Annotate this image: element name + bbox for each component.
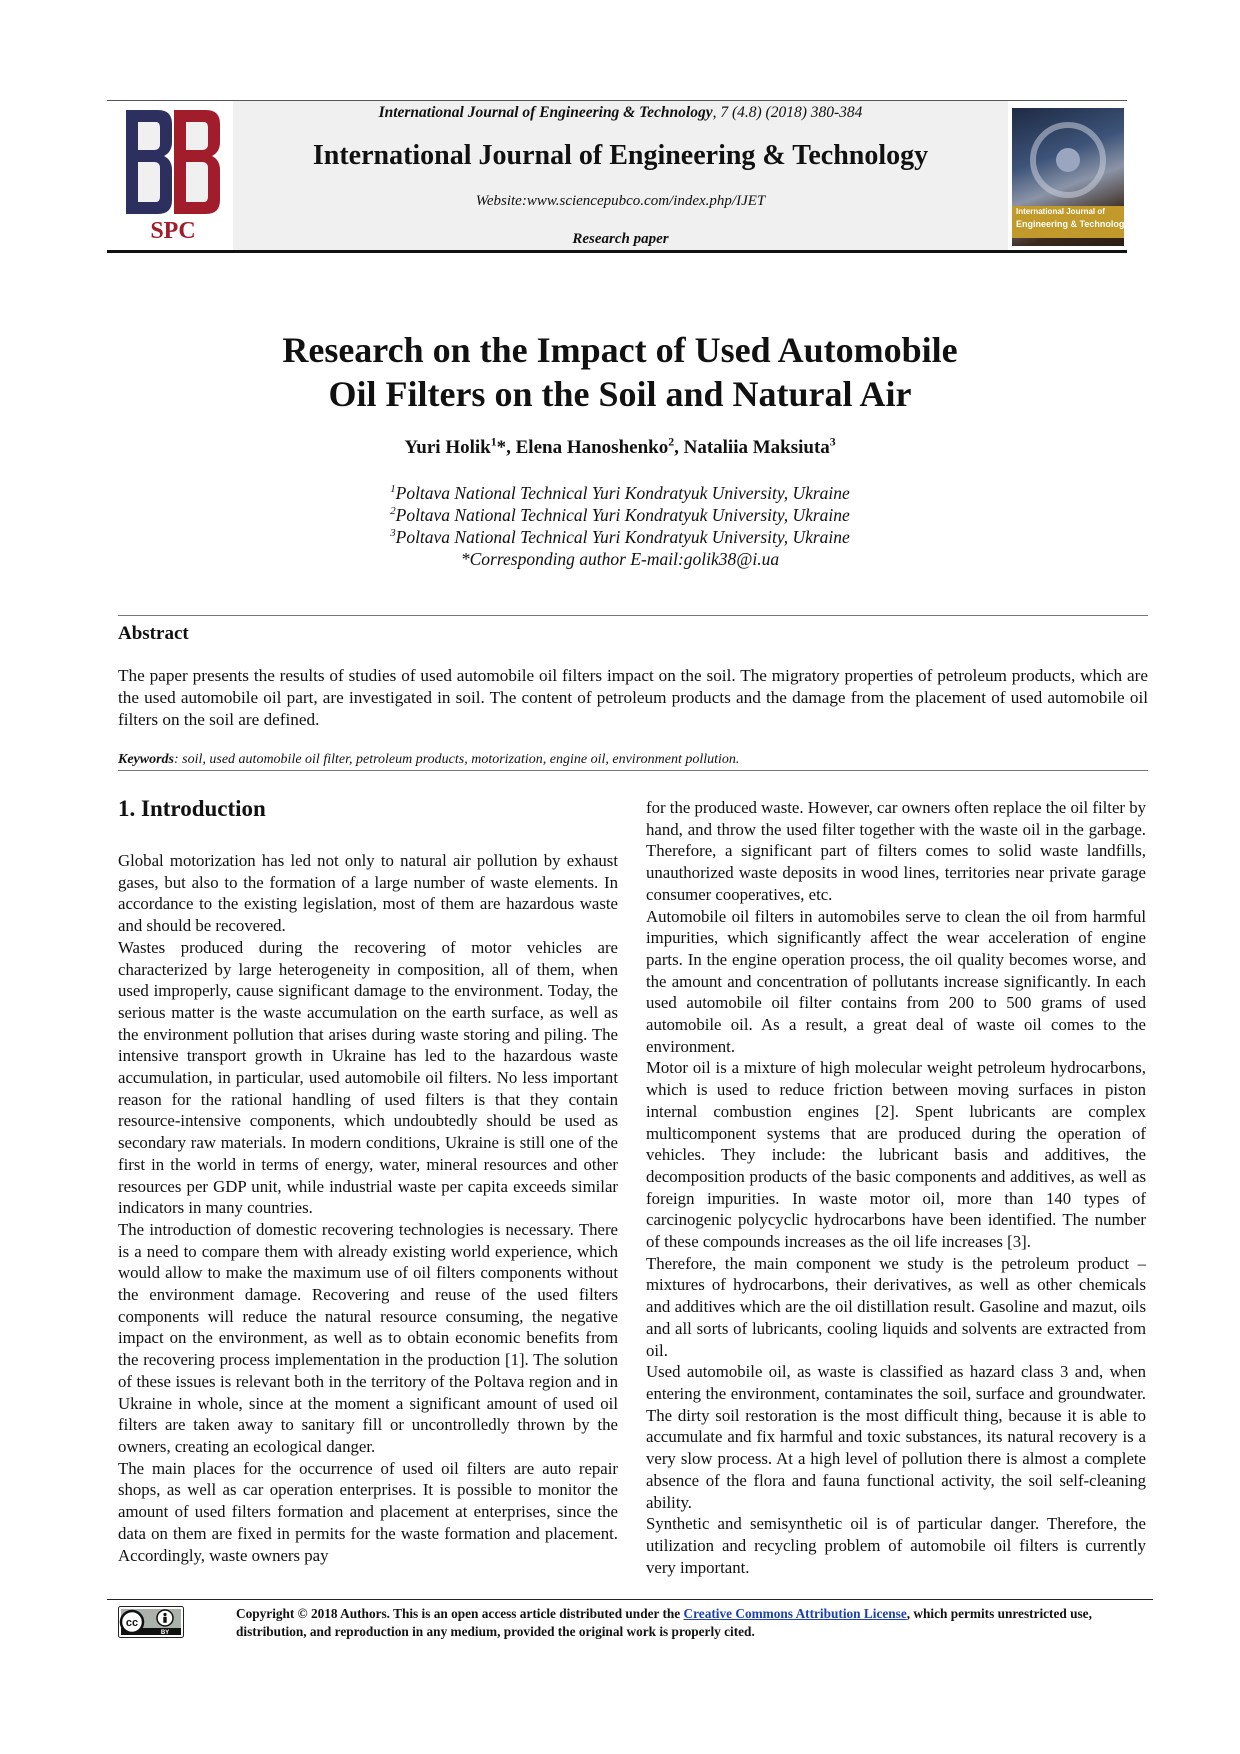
abstract-rule — [118, 615, 1148, 616]
title-line-2: Oil Filters on the Soil and Natural Air — [328, 374, 912, 414]
author-list — [120, 437, 1120, 459]
by-label: BY — [160, 1630, 170, 1636]
affiliation-1 — [120, 483, 1120, 504]
author-sep: *, — [496, 437, 516, 458]
abstract-heading: Abstract — [118, 623, 189, 644]
keywords-label: Keywords — [118, 752, 174, 767]
copyright-prefix: Copyright © 2018 Authors. This is an open access article distributed under the — [236, 1606, 684, 1621]
author-sep: , — [674, 437, 684, 458]
header-band — [233, 101, 1008, 251]
cover-core — [1056, 148, 1080, 172]
header-top-rule — [107, 100, 1127, 101]
author-name: Nataliia Maksiuta — [683, 437, 830, 458]
keywords-list: : soil, used automobile oil filter, petroleum products, motorization, engine oil, environment pollution. — [174, 752, 740, 767]
left-column — [118, 850, 618, 1566]
license-link[interactable]: Creative Commons Attribution License — [683, 1606, 907, 1621]
aff-text: Poltava National Technical Yuri Kondratyuk University, Ukraine — [395, 483, 850, 503]
body-paragraph: Used automobile oil, as waste is classified as hazard class 3 and, when entering the environment, contaminates the soil, surface and groundwater. The dirty soil restoration is the most difficult thing, because it is able to accumulate and fix harmful and toxic substances, its natural recovery is a very slow process. At a high level of pollution there is almost a complete absence of the flora and fauna functional activity, the soil self-cleaning ability. — [646, 1362, 1146, 1512]
paper-type: Research paper — [572, 231, 669, 247]
spc-logo — [118, 104, 228, 246]
body-paragraph: Motor oil is a mixture of high molecular weight petroleum hydrocarbons, which is used to reduce friction between moving surfaces in piston internal combustion engines [2]. Spent lubricants are complex multicomponent systems that are produced during the operation of vehicles. They include: the lubricant basis and additives, the decomposition products of the basic components and additives, as well as foreign impurities. In waste motor oil, more than 140 types of carcinogenic polycyclic hydrocarbons have been identified. The number of these compounds increases as the oil life increases [3]. — [646, 1058, 1146, 1252]
section-heading-introduction: 1. Introduction — [118, 796, 266, 821]
citation-line — [233, 104, 1008, 122]
journal-website[interactable]: Website:www.sciencepubco.com/index.php/IJET — [475, 193, 766, 209]
citation-journal: International Journal of Engineering & Technology — [378, 104, 713, 121]
cover-line1: International Journal of — [1016, 207, 1105, 216]
copyright-suffix: , which permits unrestricted use, distribution, and reproduction in any medium, provided the original work is properly cited. — [236, 1606, 1092, 1639]
logo-text: SPC — [150, 218, 196, 244]
body-paragraph: Therefore, the main component we study is the petroleum product –mixtures of hydrocarbons, their derivatives, as well as other chemicals and additives which are the oil distillation result. Gasoline and mazut, oils and all sorts of lubricants, cooling liquids and solvents are extracted from oil. — [646, 1253, 1146, 1360]
body-paragraph: Wastes produced during the recovering of motor vehicles are characterized by large heterogeneity in composition, all of them, when used improperly, cause significant damage to the environment. Today, the serious matter is the waste accumulation on the earth surface, as well as the environment pollution that arises during waste storing and piling. The intensive transport growth in Ukraine has led to the hazardous waste accumulation, in particular, used automobile oil filters. No less important reason for the rational handling of used filters is that they contain resource-intensive components, which undoubtedly should be used as secondary raw materials. In modern conditions, Ukraine is still one of the first in the world in terms of energy, water, mineral resources and other resources per GDP unit, while industrial waste per capita exceeds similar indicators in many countries. — [118, 937, 618, 1218]
journal-cover-image — [1012, 108, 1130, 246]
affiliation-3 — [120, 527, 1120, 548]
body-paragraph: Global motorization has led not only to natural air pollution by exhaust gases, but also to the formation of a large number of waste elements. In accordance to the existing legislation, most of them are hazardous waste and should be recovered. — [118, 851, 618, 936]
paper-title — [120, 328, 1120, 416]
cover-line2: Engineering & Technology — [1016, 219, 1130, 229]
corresponding-author: *Corresponding author E-mail:golik38@i.ua — [460, 549, 780, 569]
aff-sup: 1 — [390, 483, 396, 496]
aff-text: Poltava National Technical Yuri Kondratyuk University, Ukraine — [395, 505, 850, 525]
aff-sup: 3 — [390, 527, 396, 540]
citation-issue: , 7 (4.8) (2018) 380-384 — [712, 104, 863, 121]
body-paragraph: The main places for the occurrence of used oil filters are auto repair shops, as well as car operation enterprises. It is possible to monitor the amount of used filters formation and placement at enterprises, since the data on them are fixed in permits for the waste formation and placement. Accordingly, waste owners pay — [118, 1458, 618, 1565]
author-sup: 2 — [668, 435, 675, 449]
keywords — [118, 752, 1148, 768]
affiliation-2 — [120, 505, 1120, 526]
body-paragraph: The introduction of domestic recovering technologies is necessary. There is a need to compare them with already existing world experience, which would allow to make the maximum use of oil filters components without the environment damage. Recovering and reuse of the used filters components will reduce the natural resource consuming, the negative impact on the environment, as well as to obtain economic benefits from the recovering process implementation in the production [1]. The solution of these issues is relevant both in the territory of the Poltava region and in Ukraine in whole, since at the moment a significant amount of used oil filters are taken away to sanitary fill or uncontrolledly thrown by the owners, creating an ecological danger. — [118, 1219, 618, 1456]
header-bottom-rule — [107, 250, 1127, 253]
keywords-rule — [118, 770, 1148, 771]
abstract-text: The paper presents the results of studies of used automobile oil filters impact on the soil. The migratory properties of petroleum products, which are the used automobile oil part, are investigated in soil. The content of petroleum products and the damage from the placement of used automobile oil filters on the soil are defined. — [118, 666, 1148, 729]
body-paragraph: Synthetic and semisynthetic oil is of particular danger. Therefore, the utilization and recycling problem of automobile oil filters is currently very important. — [646, 1514, 1146, 1577]
journal-title: International Journal of Engineering & Technology — [312, 140, 929, 171]
author-name: Elena Hanoshenko — [515, 437, 669, 458]
title-line-1: Research on the Impact of Used Automobile — [282, 330, 958, 370]
body-paragraph: Automobile oil filters in automobiles serve to clean the oil from harmful impurities, which significantly affect the wear acceleration of engine parts. In the engine operation process, the oil quality becomes worse, and the amount and concentration of pollutants increase significantly. In each used automobile oil filter contains from 200 to 500 grams of used automobile oil. As a result, a great deal of waste oil comes to the environment. — [646, 906, 1146, 1056]
copyright-notice — [236, 1605, 1146, 1641]
body-paragraph: for the produced waste. However, car owners often replace the oil filter by hand, and throw the used filter together with the waste oil in the garbage. Therefore, a significant part of filters comes to solid waste landfills, unauthorized waste deposits in wood lines, territories near private garage consumer cooperatives, etc. — [646, 798, 1146, 904]
footer-rule — [107, 1599, 1153, 1600]
author-name: Yuri Holik — [404, 437, 491, 458]
author-sup: 1 — [490, 435, 497, 449]
aff-sup: 2 — [390, 505, 396, 518]
right-column — [646, 797, 1146, 1578]
author-sup: 3 — [829, 435, 836, 449]
cc-by-license-icon[interactable] — [118, 1606, 184, 1638]
aff-text: Poltava National Technical Yuri Kondratyuk University, Ukraine — [395, 527, 850, 547]
cc-label: cc — [125, 1617, 139, 1629]
